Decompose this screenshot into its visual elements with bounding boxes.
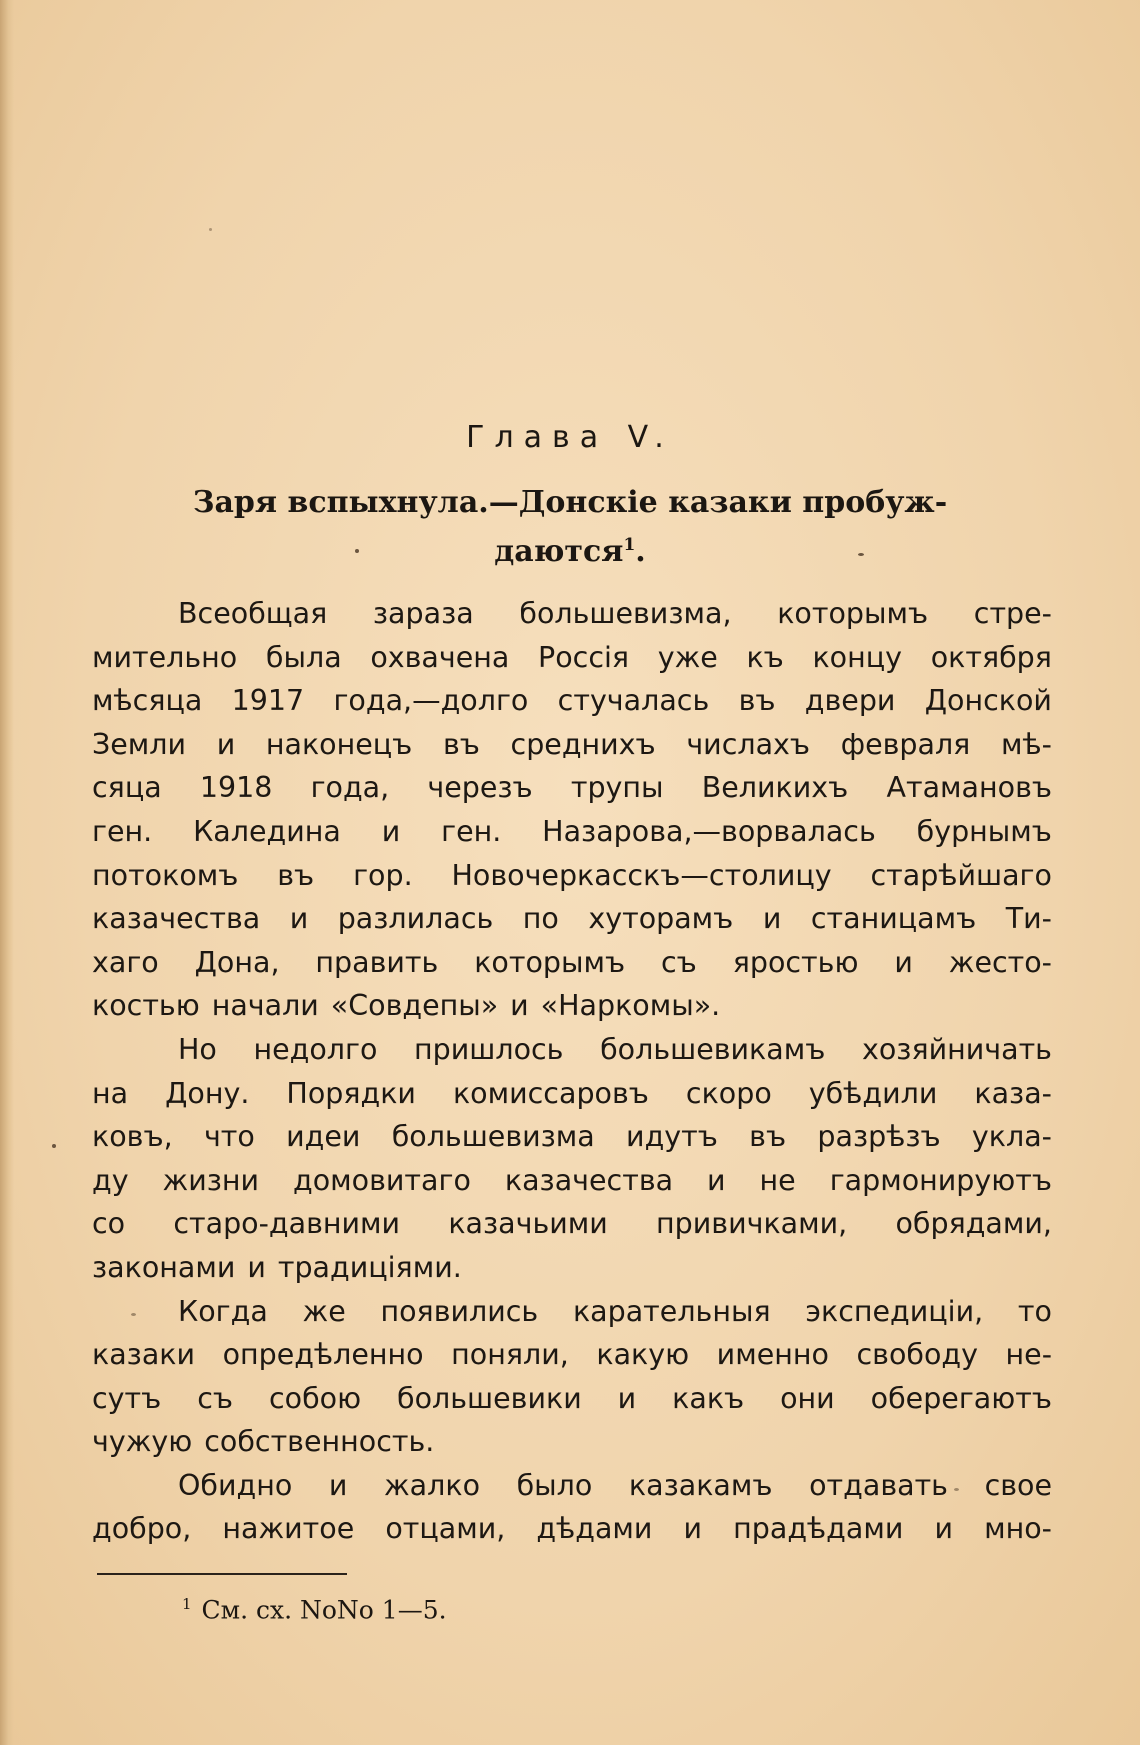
chapter-title-line-2-text: даются bbox=[494, 534, 624, 569]
word: станицамъ bbox=[810, 902, 977, 936]
word: обрядами, bbox=[895, 1207, 1052, 1241]
word: 1918 bbox=[199, 771, 273, 805]
word: именно bbox=[716, 1338, 829, 1372]
word: каза- bbox=[974, 1076, 1052, 1110]
page-edge-shadow bbox=[0, 0, 14, 1745]
title-period: . bbox=[635, 534, 646, 569]
word: концу bbox=[812, 640, 903, 674]
text-line bbox=[92, 1377, 1052, 1421]
word: и bbox=[216, 727, 236, 761]
word: была bbox=[265, 640, 342, 674]
word: же bbox=[302, 1294, 346, 1328]
word: въ bbox=[738, 684, 776, 718]
footnote bbox=[182, 1595, 447, 1624]
word: хозяйничать bbox=[861, 1032, 1052, 1066]
word: бурнымъ bbox=[916, 814, 1052, 848]
word: оберегаютъ bbox=[870, 1381, 1052, 1415]
word: гармонируютъ bbox=[829, 1163, 1052, 1197]
word: октября bbox=[930, 640, 1052, 674]
text-line bbox=[92, 1420, 1052, 1464]
word: Всеобщая bbox=[178, 597, 328, 630]
word: не bbox=[759, 1163, 796, 1197]
text-line bbox=[92, 723, 1052, 767]
word: большевикамъ bbox=[600, 1032, 826, 1066]
word: дѣдами bbox=[536, 1512, 653, 1546]
word: 1917 bbox=[231, 684, 305, 718]
word: разлилась bbox=[337, 902, 494, 936]
word: жесто- bbox=[948, 945, 1052, 979]
word: было bbox=[516, 1468, 593, 1502]
word: мительно bbox=[92, 640, 238, 674]
footnote-marker: 1 bbox=[182, 1595, 192, 1613]
word: въ bbox=[749, 1120, 787, 1154]
text-line bbox=[92, 1115, 1052, 1159]
word: и bbox=[289, 902, 309, 936]
word: зараза bbox=[372, 597, 474, 630]
paper-speck bbox=[355, 549, 359, 553]
word: Великихъ bbox=[701, 771, 849, 805]
word: казачества bbox=[92, 902, 261, 936]
word: мно- bbox=[984, 1512, 1052, 1546]
text-line bbox=[92, 1333, 1052, 1377]
word: казачества bbox=[504, 1163, 674, 1197]
word: они bbox=[780, 1381, 835, 1415]
text-line bbox=[92, 984, 1052, 1028]
word: яростью bbox=[732, 945, 859, 979]
word: ген. bbox=[92, 814, 153, 848]
word: ду bbox=[92, 1163, 129, 1197]
word: старо-давними bbox=[173, 1207, 401, 1241]
word: прадѣдами bbox=[733, 1512, 904, 1546]
word: года, bbox=[310, 771, 390, 805]
word: хуторамъ bbox=[588, 902, 734, 936]
word: какую bbox=[596, 1338, 690, 1372]
word: и bbox=[247, 1250, 266, 1284]
word: охвачена bbox=[370, 640, 510, 674]
word: къ bbox=[746, 640, 784, 674]
word: костью bbox=[92, 989, 200, 1023]
word: большевизма bbox=[391, 1120, 595, 1154]
word: идутъ bbox=[626, 1120, 718, 1154]
paper-speck bbox=[209, 228, 212, 231]
word: сяца bbox=[92, 771, 162, 805]
word: Дона, bbox=[194, 945, 280, 979]
text-line bbox=[92, 810, 1052, 854]
footnote-reference: 1 bbox=[623, 535, 636, 555]
body-text bbox=[92, 592, 1052, 1551]
word: въ bbox=[277, 858, 315, 892]
word: отдавать bbox=[809, 1468, 948, 1502]
word: жизни bbox=[162, 1163, 260, 1197]
word: карательныя bbox=[572, 1294, 771, 1328]
text-line bbox=[92, 1290, 1052, 1334]
paper-speck bbox=[52, 1144, 56, 1148]
text-line bbox=[92, 636, 1052, 680]
word: и bbox=[381, 814, 401, 848]
word: въ bbox=[442, 727, 480, 761]
word: казаки bbox=[92, 1338, 196, 1372]
word: привичками, bbox=[656, 1207, 848, 1241]
word: гор. bbox=[353, 858, 413, 892]
text-line bbox=[92, 1159, 1052, 1203]
text-line bbox=[92, 1464, 1052, 1508]
word: съ bbox=[661, 945, 697, 979]
word: двери bbox=[804, 684, 896, 718]
word: не- bbox=[1005, 1338, 1052, 1372]
word: Ти- bbox=[1005, 902, 1052, 936]
word: казакамъ bbox=[628, 1468, 773, 1502]
word: мѣ- bbox=[1000, 727, 1052, 761]
word: идеи bbox=[286, 1120, 361, 1154]
word: собою bbox=[268, 1381, 362, 1415]
word: уже bbox=[657, 640, 718, 674]
word: казачьими bbox=[448, 1207, 608, 1241]
word: домовитаго bbox=[293, 1163, 471, 1197]
word: Атамановъ bbox=[886, 771, 1052, 805]
word: и bbox=[894, 945, 913, 979]
word: потокомъ bbox=[92, 858, 239, 892]
word: свое bbox=[984, 1468, 1052, 1502]
word: Порядки bbox=[286, 1076, 416, 1110]
text-line bbox=[92, 1202, 1052, 1246]
word: Новочеркасскъ—столицу bbox=[451, 858, 832, 892]
word: чужую bbox=[92, 1425, 193, 1459]
text-line bbox=[92, 1507, 1052, 1551]
text-line bbox=[92, 854, 1052, 898]
word: февраля bbox=[840, 727, 971, 761]
word: и bbox=[683, 1512, 703, 1546]
word: комиссаровъ bbox=[452, 1076, 649, 1110]
word: отцами, bbox=[385, 1512, 506, 1546]
word: хаго bbox=[92, 945, 159, 979]
word: жалко bbox=[384, 1468, 481, 1502]
word: и bbox=[617, 1381, 637, 1415]
word: и bbox=[328, 1468, 348, 1502]
word: числахъ bbox=[686, 727, 811, 761]
word: убѣдили bbox=[808, 1076, 938, 1110]
word: появились bbox=[380, 1294, 539, 1328]
word: стре- bbox=[973, 597, 1052, 630]
word: «Наркомы». bbox=[540, 989, 721, 1023]
text-line bbox=[92, 1246, 1052, 1290]
word: и bbox=[934, 1512, 953, 1546]
chapter-title-line-1: Заря вспыхнула.—Донскіе казаки пробуж- bbox=[192, 485, 948, 520]
word: скоро bbox=[685, 1076, 772, 1110]
word: собственность. bbox=[204, 1425, 435, 1459]
word: старѣйшаго bbox=[870, 858, 1052, 892]
word: укла- bbox=[971, 1120, 1052, 1154]
footnote-divider bbox=[97, 1573, 347, 1575]
word: наконецъ bbox=[265, 727, 413, 761]
footnote-text: См. сх. NoNo 1—5. bbox=[201, 1595, 447, 1625]
word: Россія bbox=[538, 640, 630, 674]
word: съ bbox=[197, 1381, 234, 1415]
word: нажитое bbox=[222, 1512, 355, 1546]
chapter-title-line-2 bbox=[120, 524, 1020, 573]
word: и bbox=[762, 902, 782, 936]
word: экспедиціи, bbox=[805, 1294, 984, 1328]
word: ген. bbox=[441, 814, 502, 848]
word: то bbox=[1017, 1294, 1052, 1328]
word: традиціями. bbox=[277, 1250, 462, 1284]
word: черезъ bbox=[427, 771, 533, 805]
word: на bbox=[92, 1076, 129, 1110]
word: которымъ bbox=[474, 945, 626, 979]
paper-speck bbox=[131, 1313, 136, 1316]
word: Дону. bbox=[165, 1076, 250, 1110]
word: Обидно bbox=[178, 1468, 293, 1502]
word: пришлось bbox=[414, 1032, 564, 1066]
word: законами bbox=[92, 1250, 236, 1284]
word: по bbox=[522, 902, 559, 936]
word: со bbox=[92, 1207, 126, 1241]
word: недолго bbox=[253, 1032, 378, 1066]
word: большевики bbox=[397, 1381, 582, 1415]
word: «Совдепы» bbox=[330, 989, 499, 1023]
word: начали bbox=[211, 989, 319, 1023]
word: года,—долго bbox=[333, 684, 529, 718]
chapter-title bbox=[120, 482, 1020, 573]
chapter-heading: Глава V. bbox=[466, 420, 674, 455]
word: среднихъ bbox=[510, 727, 656, 761]
text-line bbox=[92, 897, 1052, 941]
paper-speck bbox=[858, 553, 864, 556]
word: поняли, bbox=[451, 1338, 569, 1372]
text-line bbox=[92, 1028, 1052, 1072]
word: Но bbox=[178, 1032, 217, 1066]
word: Земли bbox=[92, 727, 187, 761]
paper-speck bbox=[954, 1488, 959, 1491]
word: Каледина bbox=[193, 814, 341, 848]
word: большевизма, bbox=[519, 597, 732, 630]
word: какъ bbox=[672, 1381, 745, 1415]
word: править bbox=[315, 945, 439, 979]
word: сутъ bbox=[92, 1381, 162, 1415]
text-line bbox=[92, 592, 1052, 636]
word: Назарова,—ворвалась bbox=[542, 814, 876, 848]
word: и bbox=[510, 989, 529, 1023]
word: Когда bbox=[178, 1294, 268, 1328]
word: и bbox=[707, 1163, 726, 1197]
word: свободу bbox=[856, 1338, 978, 1372]
text-line bbox=[92, 679, 1052, 723]
text-line bbox=[92, 766, 1052, 810]
word: ковъ, bbox=[92, 1120, 173, 1154]
word: трупы bbox=[570, 771, 664, 805]
word: разрѣзъ bbox=[817, 1120, 941, 1154]
word: которымъ bbox=[777, 597, 929, 630]
word: что bbox=[203, 1120, 255, 1154]
word: мѣсяца bbox=[92, 684, 203, 718]
word: добро, bbox=[92, 1512, 192, 1546]
word: опредѣленно bbox=[222, 1338, 424, 1372]
text-line bbox=[92, 941, 1052, 985]
word: стучалась bbox=[557, 684, 710, 718]
text-line bbox=[92, 1072, 1052, 1116]
word: Донской bbox=[924, 684, 1052, 718]
